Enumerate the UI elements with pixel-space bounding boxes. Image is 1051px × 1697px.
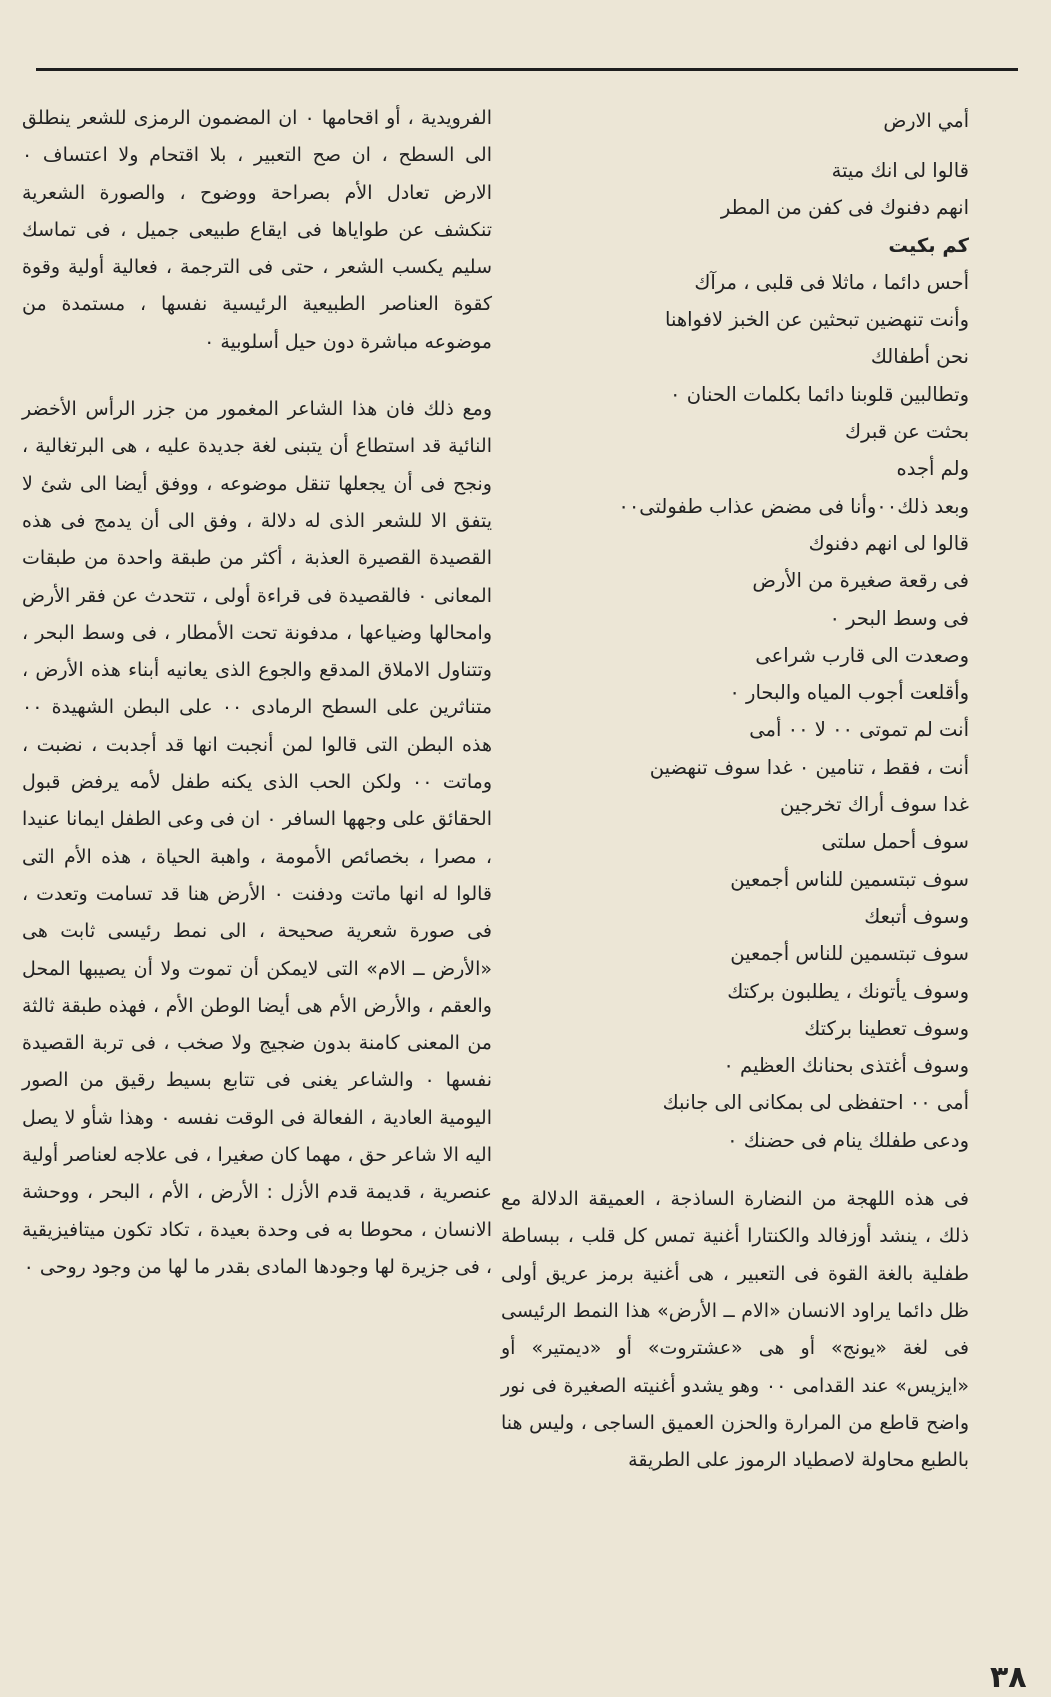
right-column (501, 100, 969, 1479)
page-number: ٣٨ (990, 1660, 1027, 1695)
poem-line: وسوف أتبعك (864, 904, 969, 928)
poem-line: أمى ٠٠ احتفظى لى بمكانى الى جانبك (662, 1091, 969, 1115)
commentary-paragraph: فى هذه اللهجة من النضارة الساذجة ، العميقة الدلالة مع ذلك ، ينشد أوزفالد والكنتارا أغنية تمس كل قلب ، ببساطة طفلية بالغة القوة فى التعبير ، هى أغنية برمز عريق أولى ظل دائما يراود الانسان «الام ــ الأرض» هذا النمط الرئيسى فى لغة «يونج» أو هى «عشتروت» أو «ديمتير» أو «ايزيس» عند القدامى ٠٠ وهو يشدو أغنيته الصغيرة فى نور واضح قاطع من المرارة والحزن العميق الساجى ، وليس هنا بالطبع محاولة لاصطياد الرموز على الطريقة (501, 1188, 969, 1472)
poem-body (501, 152, 969, 1159)
poem-line: كم بكيت (888, 233, 969, 257)
poem-line: بحثت عن قبرك (845, 420, 969, 444)
poem-line: أنت لم تموتى ٠٠ لا ٠٠ أمى (749, 718, 969, 742)
commentary-paragraph: ومع ذلك فان هذا الشاعر المغمور من جزر الرأس الأخضر النائية قد استطاع أن يتبنى لغة جديدة عليه ، هى البرتغالية ، ونجح فى أن يجعلها تنقل موضوعه ، ووفق أيضا الى شئ لا يتفق الا للشعر الذى له دلالة ، وفق الى أن يدمج فى هذه القصيدة القصيرة العذبة ، أكثر من طبقة واحدة من طبقات المعانى ٠ فالقصيدة فى قراءة أولى ، تتحدث عن فقر الأرض وامحالها وضياعها ، مدفونة تحت الأمطار ، فى وسط البحر ، وتتناول الاملاق المدقع والجوع الذى يعانيه أبناء هذه الأرض ، متناثرين على السطح الرمادى ٠٠ على البطن الشهيدة ٠٠ هذه البطن التى قالوا لمن أنجبت انها قد أجدبت ، نضبت ، وماتت ٠٠ ولكن الحب الذى يكنه طفل لأمه يرفض قبول الحقائق على وجهها السافر ٠ ان فى وعى الطفل ايمانا عنيدا ، مصرا ، بخصائص الأمومة ، واهبة الحياة ، هذه الأم التى قالوا له انها ماتت ودفنت ٠ الأرض هنا قد تسامت وتعدت ، فى صورة شعرية صحيحة ، الى نمط رئيسى ثابت هى «الأرض ــ الام» التى لايمكن أن تموت ولا أن يصيبها المحل والعقم ، والأرض الأم هى أيضا الوطن الأم ، فهذه طبقة ثالثة من المعنى كامنة بدون ضجيج ولا صخب ، فى تربة القصيدة نفسها ٠ والشاعر يغنى فى تتابع بسيط رقيق من الصور اليومية العادية ، الفعالة فى الوقت نفسه ٠ وهذا شأو لا يصل اليه الا شاعر حق ، مهما كان صغيرا ، فى علاجه لعناصر أولية عنصرية ، قديمة قدم الأزل : الأرض ، الأم ، البحر ، ووحشة الانسان ، محوطا به فى وحدة بعيدة ، تكاد تكون ميتافيزيقية ، فى جزيرة لها وجودها المادى بقدر ما لها من وجود روحى ٠ (22, 398, 493, 1278)
poem-line: سوف تبتسمين للناس أجمعين (730, 867, 969, 891)
poem-line: وأنت تنهضين تبحثين عن الخبز لافواهنا (665, 308, 969, 332)
poem-line: أحس دائما ، ماثلا فى قلبى ، مرآك (694, 270, 969, 294)
poem-line: أنت ، فقط ، تنامين ٠ غدا سوف تنهضين (649, 755, 969, 779)
poem-line: قالوا لى انك ميتة (831, 159, 969, 182)
left-column (22, 100, 492, 1286)
poem-line: انهم دفنوك فى كفن من المطر (720, 196, 969, 220)
poem-line: وتطالبين قلوبنا دائما بكلمات الحنان ٠ (670, 382, 969, 406)
poem-line: وبعد ذلك٠٠وأنا فى مضض عذاب طفولتى٠٠ (618, 494, 969, 518)
poem-title: أمي الارض (883, 110, 969, 132)
poem-line: سوف أحمل سلتى (821, 830, 969, 854)
commentary-paragraph: الفرويدية ، أو اقحامها ٠ ان المضمون الرمزى للشعر ينطلق الى السطح ، ان صح التعبير ، بلا اقتحام ولا اعتساف ٠ الارض تعادل الأم بصراحة ووضوح ، والصورة الشعرية تنكشف عن طواياها فى ايقاع طبيعى جميل ، فى تماسك سليم يكسب الشعر ، حتى فى الترجمة ، فعالية أولية وقوة كقوة العناصر الطبيعية الرئيسية نفسها ، مستمدة من موضوعه مباشرة دون حيل أسلوبية ٠ (22, 107, 492, 353)
poem-line: وسوف تعطينا بركتك (804, 1016, 969, 1040)
top-rule-divider (36, 68, 1018, 71)
poem-line: وسوف يأتونك ، يطلبون بركتك (727, 979, 969, 1003)
poem-line: غدا سوف أراك تخرجين (780, 793, 969, 817)
poem-line: سوف تبتسمين للناس أجمعين (730, 942, 969, 966)
poem-line: ولم أجده (896, 457, 969, 481)
poem-line: وصعدت الى قارب شراعى (755, 643, 969, 667)
poem-line: قالوا لى انهم دفنوك (808, 531, 969, 555)
poem-line: وأقلعت أجوب المياه والبحار ٠ (729, 681, 969, 705)
poem-line: نحن أطفالك (870, 345, 969, 369)
paragraph-gap (22, 361, 492, 391)
poem-line: وسوف أغتذى بحنانك العظيم ٠ (723, 1054, 969, 1078)
poem-line: فى وسط البحر ٠ (829, 606, 969, 630)
poem-line: ودعى طفلك ينام فى حضنك ٠ (727, 1128, 969, 1152)
poem-line: فى رقعة صغيرة من الأرض (752, 569, 969, 593)
